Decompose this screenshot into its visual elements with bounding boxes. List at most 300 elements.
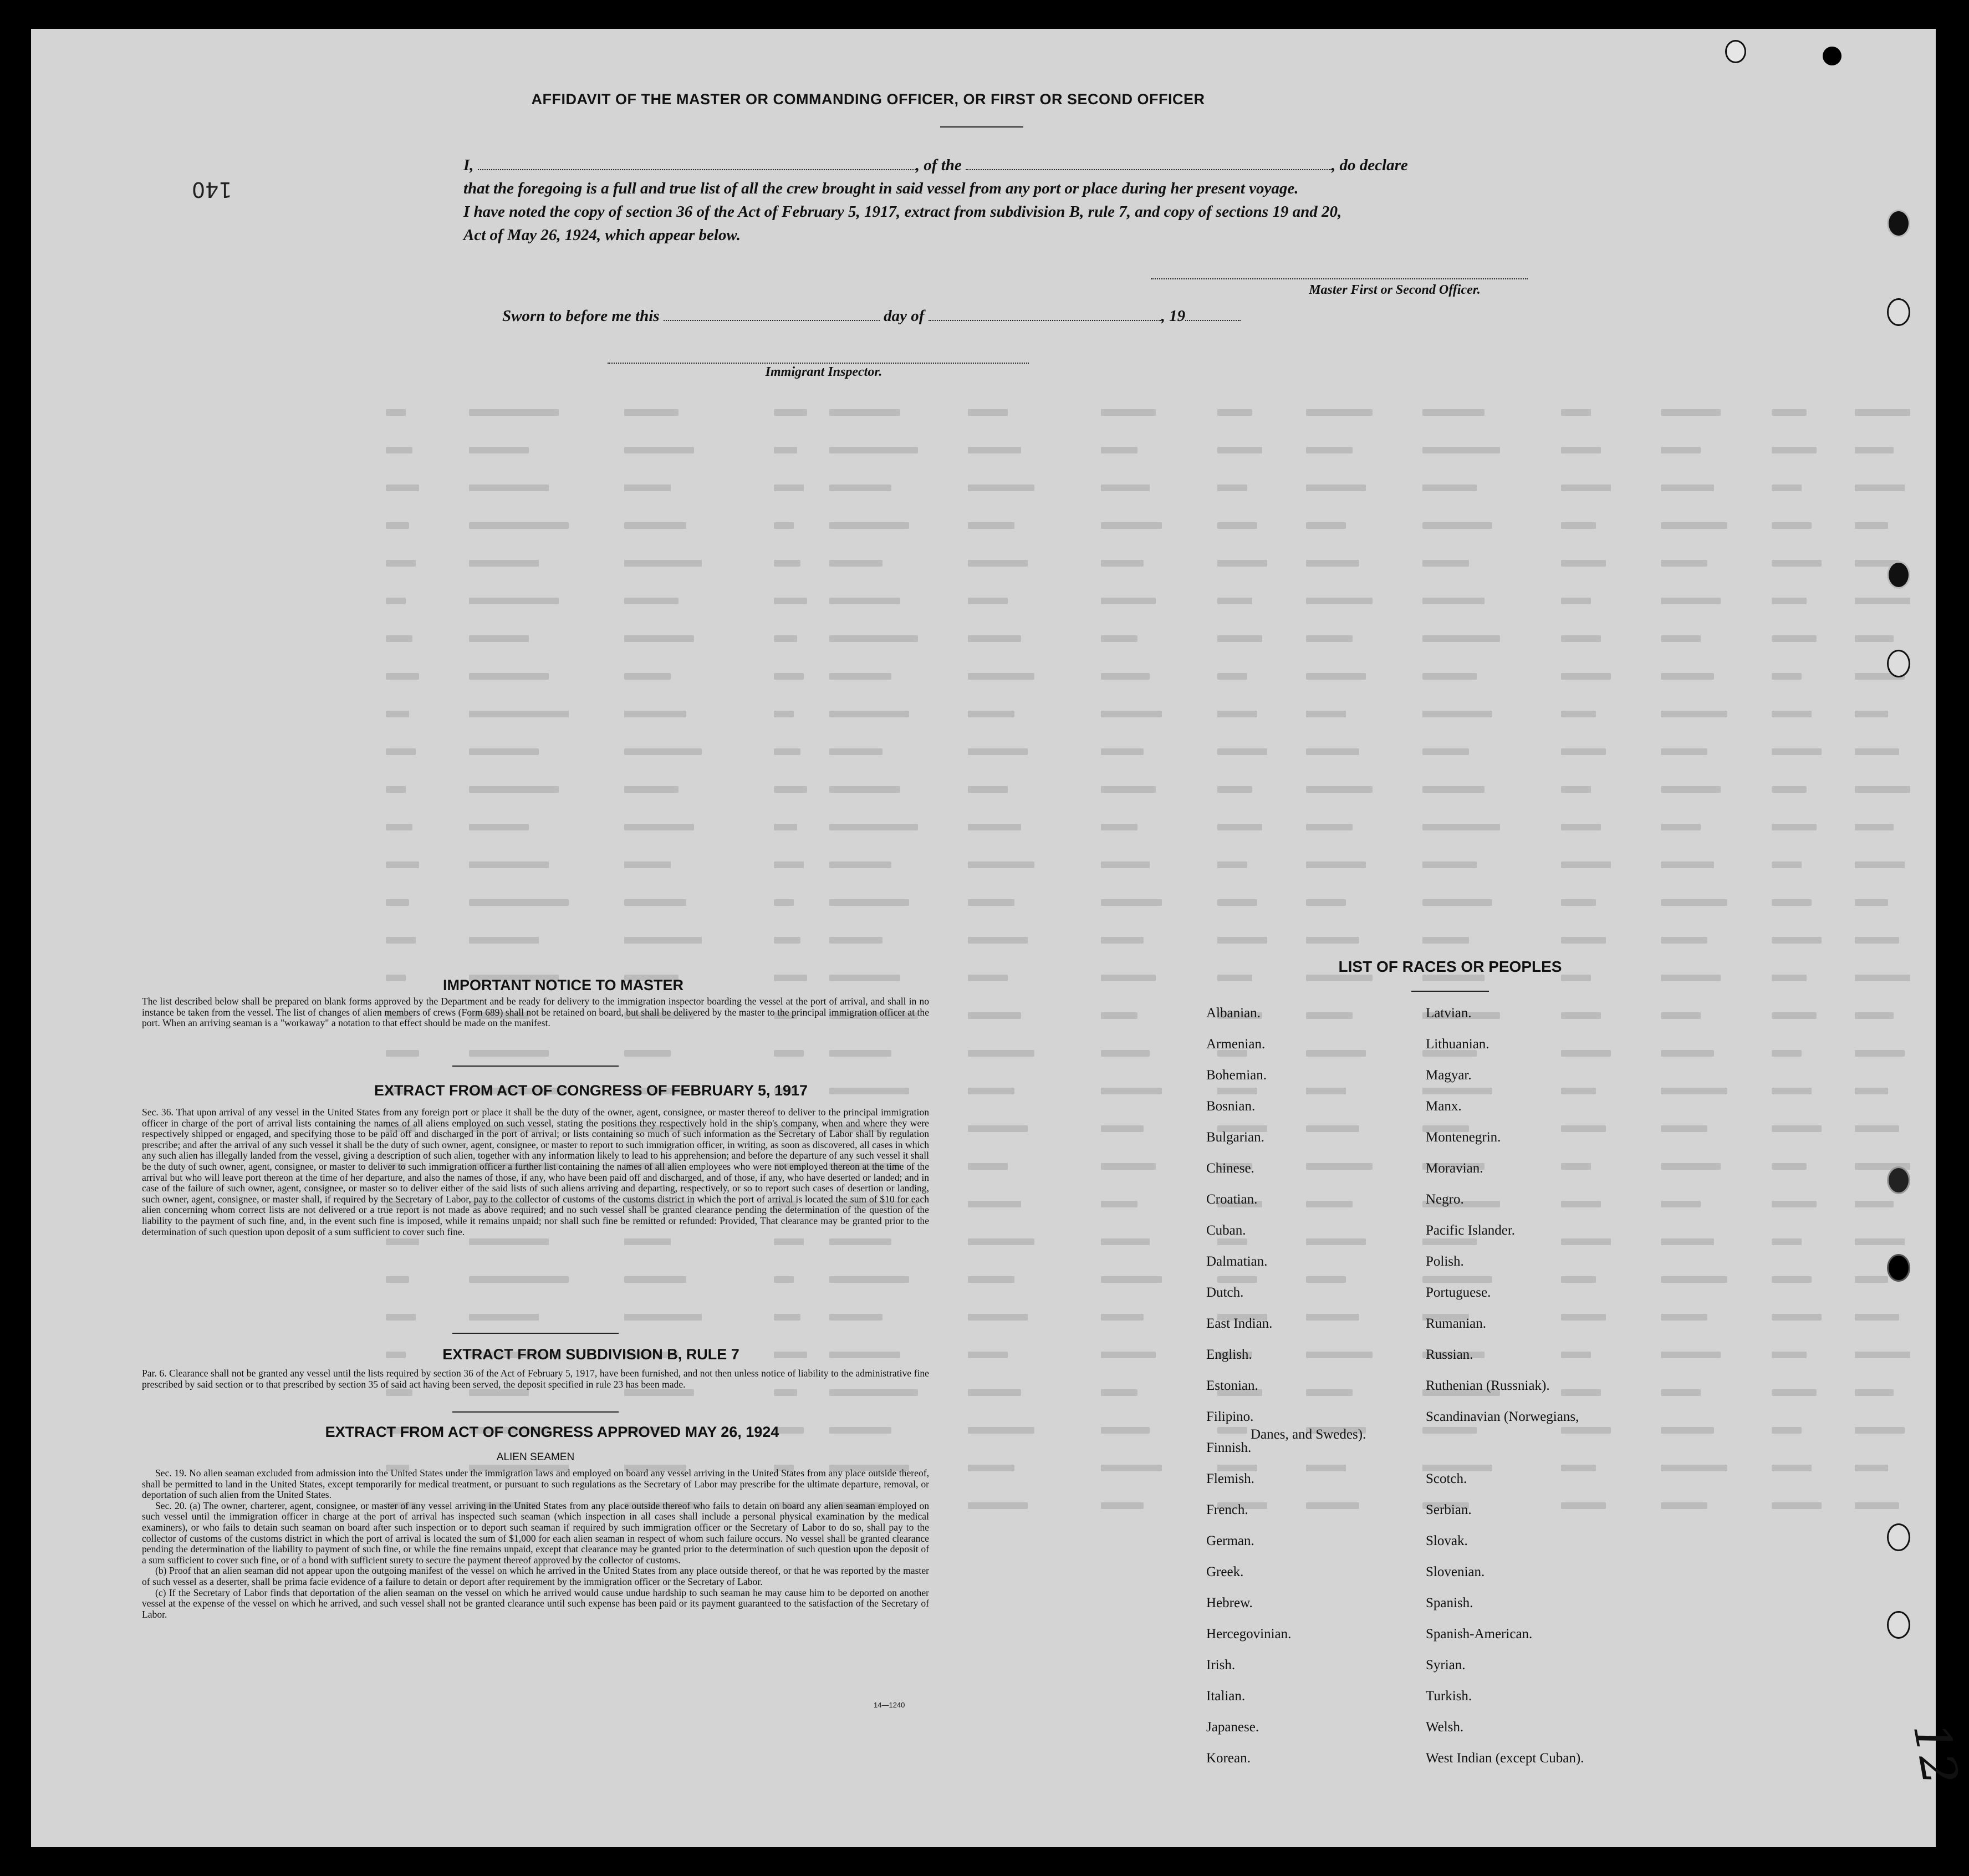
ghost-cell — [1306, 485, 1366, 491]
ghost-cell — [386, 1238, 419, 1245]
race-item: Croatian. — [1206, 1192, 1258, 1207]
ghost-cell — [1101, 1163, 1156, 1170]
ghost-cell — [968, 861, 1034, 868]
race-item: Spanish. — [1426, 1595, 1473, 1610]
ghost-cell — [968, 1012, 1021, 1019]
sworn-year-field[interactable] — [1185, 309, 1241, 321]
ghost-cell — [1661, 1465, 1727, 1471]
ghost-cell — [1561, 1465, 1596, 1471]
sworn-month-field[interactable] — [929, 309, 1161, 321]
ghost-cell — [1217, 598, 1252, 604]
ghost-cell — [1661, 899, 1727, 906]
ghost-cell — [469, 711, 569, 717]
extract-1924-title: EXTRACT FROM ACT OF CONGRESS APPROVED MAY 26, 1924 — [325, 1424, 779, 1440]
ghost-cell — [469, 1276, 569, 1283]
ghost-cell — [774, 447, 797, 453]
ghost-cell — [968, 975, 1008, 981]
ghost-cell — [1101, 1352, 1156, 1358]
ghost-cell — [1772, 635, 1817, 642]
ghost-row — [386, 594, 1916, 609]
ghost-cell — [624, 1314, 702, 1321]
ghost-cell — [1561, 1050, 1611, 1057]
ghost-cell — [1561, 1389, 1601, 1396]
ghost-cell — [1661, 937, 1707, 944]
ghost-row — [386, 934, 1916, 948]
ghost-cell — [1661, 1050, 1714, 1057]
ghost-cell — [1217, 748, 1267, 755]
ghost-cell — [1855, 447, 1894, 453]
ghost-cell — [774, 937, 800, 944]
ghost-cell — [386, 1050, 419, 1057]
race-item: Montenegrin. — [1426, 1130, 1501, 1145]
ghost-cell — [1306, 1465, 1346, 1471]
ghost-cell — [1772, 1088, 1812, 1094]
ghost-cell — [1101, 1125, 1144, 1132]
ghost-cell — [1422, 824, 1500, 830]
ghost-cell — [1306, 1125, 1359, 1132]
ghost-cell — [624, 1238, 671, 1245]
ghost-cell — [1422, 560, 1469, 567]
ghost-cell — [1422, 409, 1485, 416]
ghost-cell — [829, 598, 900, 604]
ghost-cell — [1561, 522, 1596, 529]
ghost-cell — [386, 824, 412, 830]
ghost-cell — [774, 1238, 804, 1245]
ghost-cell — [1661, 409, 1721, 416]
ghost-cell — [1772, 975, 1807, 981]
section-divider — [452, 1066, 619, 1067]
ghost-cell — [1101, 485, 1150, 491]
ghost-cell — [1306, 1389, 1353, 1396]
affidavit-i-label: I, — [463, 156, 474, 174]
punch-hole — [1887, 650, 1910, 677]
ghost-cell — [1101, 824, 1137, 830]
affidavit-line-4: Act of May 26, 1924, which appear below. — [463, 226, 741, 244]
ghost-cell — [774, 560, 800, 567]
races-list-title: LIST OF RACES OR PEOPLES — [1338, 958, 1562, 975]
ghost-cell — [1561, 711, 1596, 717]
ghost-cell — [1855, 1201, 1894, 1207]
ghost-cell — [624, 522, 686, 529]
ghost-cell — [968, 635, 1021, 642]
race-item: Finnish. — [1206, 1440, 1252, 1455]
ghost-cell — [968, 1314, 1028, 1321]
corner-handwritten-mark: 12 — [1902, 1718, 1969, 1790]
ghost-cell — [1217, 711, 1257, 717]
ghost-cell — [1561, 1276, 1596, 1283]
ghost-cell — [968, 485, 1034, 491]
ghost-cell — [469, 635, 529, 642]
ghost-cell — [469, 899, 569, 906]
ghost-cell — [1561, 1238, 1611, 1245]
ghost-cell — [968, 1163, 1008, 1170]
ghost-cell — [774, 598, 807, 604]
race-item: Russian. — [1426, 1347, 1473, 1362]
race-item: Latvian. — [1426, 1006, 1472, 1021]
ghost-cell — [1101, 1201, 1137, 1207]
section-divider — [452, 1333, 619, 1334]
extract-1917-title: EXTRACT FROM ACT OF CONGRESS OF FEBRUARY 5, 1917 — [374, 1082, 808, 1099]
ghost-cell — [1772, 522, 1812, 529]
ghost-cell — [1422, 522, 1492, 529]
ghost-cell — [968, 711, 1014, 717]
ghost-cell — [1561, 899, 1596, 906]
affidavit-line-3: I have noted the copy of section 36 of the Act of February 5, 1917, extract from subdivision B, rule 7, and copy of sections 19 and 20, — [463, 203, 1342, 221]
sec20c-paragraph: (c) If the Secretary of Labor finds that deportation of the alien seaman on the vessel on which he arrived would cause undue hardship to such seaman he may cause him to be deported on another vessel at the expense of the vessel on which he arrived, and such vessel shall not be granted clearance until such expense has been paid or its payment guaranteed to the satisfaction of the Secretary of Labor. — [142, 1587, 929, 1620]
ghost-cell — [829, 937, 883, 944]
ghost-cell — [1306, 447, 1353, 453]
ghost-cell — [968, 673, 1034, 680]
ghost-cell — [1661, 522, 1727, 529]
ghost-cell — [1561, 1012, 1601, 1019]
ghost-cell — [1772, 1352, 1807, 1358]
sec36-text: Sec. 36. That upon arrival of any vessel in the United States from any foreign port or place it shall be the duty of the owner, agent, consignee, or master thereof to deliver to the principal immigration officer in charge of the port of arrival lists containing the names of all aliens employed on such vessel, stating the positions they respectively hold in the ship's company, when and where they were respectively shipped or engaged, and specifying those to be paid off and discharged in the port of arrival; or lists containing so much of such information as the Secretary of Labor shall by regulation prescribe; and after the arrival of any such vessel it shall be the duty of such owner, agent, consignee, or master to report to such immigration officer, in writing, as soon as discovered, all cases in which any such alien has illegally landed from the vessel, giving a description of such alien, together with any information likely to lead to his apprehension; and before the departure of any such vessel it shall be the duty of such owner, agent, consignee, or master to deliver to such immigration officer a further list containing the names of all alien employees who were not employed thereon at the time of the arrival but who will leave port thereon at the time of her departure, and also the names of those, if any, who have been paid off and discharged, and of those, if any, who have deserted or landed; and in case of the failure of such owner, agent, consignee, or master so to deliver either of the said lists of such aliens arriving and departing, respectively, or so to report such cases of desertion or landing, such owner, agent, consignee, or master shall, if required by the Secretary of Labor, pay to the collector of customs of the customs district in which the port of arrival is located the sum of $10 for each alien concerning whom correct lists are not delivered or a true report is not made as above required; and no such vessel shall be granted clearance pending the determination of the question of the liability to the payment of such fine, and, in the event such fine is imposed, while it remains unpaid; nor shall such fine be remitted or refunded: Provided, That clearance may be granted prior to the determination of such question upon deposit of a sum sufficient to cover such fine. — [142, 1107, 929, 1237]
ghost-cell — [1661, 635, 1701, 642]
ghost-cell — [774, 409, 807, 416]
ghost-row — [386, 406, 1916, 420]
ghost-cell — [1661, 560, 1707, 567]
ghost-cell — [968, 560, 1028, 567]
race-item: Korean. — [1206, 1751, 1251, 1766]
ghost-cell — [1855, 711, 1888, 717]
ghost-cell — [1422, 899, 1492, 906]
affidavit-declare-label: , do declare — [1332, 156, 1408, 174]
ghost-cell — [469, 673, 549, 680]
race-item: Pacific Islander. — [1426, 1223, 1516, 1238]
officer-name-field[interactable] — [478, 158, 916, 170]
races-divider — [1411, 991, 1489, 992]
inspector-signature-label: Immigrant Inspector. — [765, 365, 883, 379]
notice-title: IMPORTANT NOTICE TO MASTER — [443, 977, 683, 993]
ghost-cell — [968, 1125, 1028, 1132]
ghost-cell — [829, 635, 918, 642]
sec19-paragraph: Sec. 19. No alien seaman excluded from admission into the United States under the immigration laws and employed on board any vessel arriving in the United States from any place outside thereof, shall be permitted to land in the United States, except temporarily for medical treatment, or pursuant to such regulations as the Secretary of Labor may prescribe for the ultimate departure, removal, or deportation of such alien from the United States. — [142, 1467, 929, 1501]
ghost-cell — [469, 1389, 529, 1396]
ghost-cell — [968, 1238, 1034, 1245]
punch-hole — [1887, 1611, 1910, 1639]
ghost-cell — [1306, 1012, 1353, 1019]
ghost-cell — [829, 447, 918, 453]
ghost-cell — [1855, 975, 1910, 981]
ghost-cell — [1772, 711, 1812, 717]
ghost-cell — [1422, 711, 1492, 717]
ghost-cell — [1101, 711, 1162, 717]
ghost-cell — [386, 786, 406, 793]
ghost-cell — [1422, 861, 1477, 868]
ghost-cell — [1217, 899, 1257, 906]
ghost-cell — [1661, 1352, 1721, 1358]
ghost-cell — [1101, 598, 1156, 604]
ghost-row — [386, 783, 1916, 797]
ghost-cell — [386, 522, 409, 529]
ghost-cell — [1306, 1238, 1366, 1245]
ghost-cell — [1306, 1352, 1373, 1358]
ghost-cell — [829, 861, 891, 868]
ghost-cell — [1561, 1352, 1591, 1358]
ghost-cell — [1561, 937, 1606, 944]
ghost-cell — [829, 485, 891, 491]
ghost-row — [386, 519, 1916, 533]
ghost-cell — [1217, 1427, 1247, 1434]
ghost-cell — [469, 485, 549, 491]
ghost-cell — [1772, 673, 1802, 680]
race-item: Serbian. — [1426, 1502, 1472, 1517]
ghost-cell — [1772, 786, 1807, 793]
ghost-cell — [386, 1276, 409, 1283]
race-item: English. — [1206, 1347, 1252, 1362]
sworn-day-of-label: day of — [884, 307, 925, 325]
ghost-cell — [1306, 1163, 1373, 1170]
ghost-cell — [1772, 937, 1822, 944]
ghost-cell — [1101, 1314, 1144, 1321]
ghost-cell — [774, 522, 794, 529]
ghost-cell — [386, 1389, 412, 1396]
punch-hole — [1887, 210, 1910, 237]
race-item: Dalmatian. — [1206, 1254, 1268, 1269]
ghost-cell — [829, 1314, 883, 1321]
ghost-cell — [624, 1389, 694, 1396]
ghost-cell — [469, 748, 539, 755]
ghost-cell — [1661, 1502, 1707, 1509]
ghost-cell — [624, 409, 679, 416]
ghost-row — [386, 443, 1916, 458]
race-item: Bosnian. — [1206, 1099, 1256, 1114]
ghost-cell — [829, 748, 883, 755]
ghost-cell — [1561, 1201, 1601, 1207]
race-item: Turkish. — [1426, 1689, 1472, 1704]
ghost-cell — [1561, 1125, 1606, 1132]
ghost-cell — [624, 711, 686, 717]
vessel-name-field[interactable] — [966, 158, 1332, 170]
ghost-cell — [829, 1238, 891, 1245]
ghost-cell — [1422, 748, 1469, 755]
ghost-cell — [829, 711, 909, 717]
ghost-cell — [1306, 786, 1373, 793]
ghost-cell — [774, 1276, 794, 1283]
ghost-cell — [1422, 673, 1477, 680]
ghost-cell — [1422, 937, 1469, 944]
ghost-cell — [469, 1050, 549, 1057]
ghost-cell — [1661, 1125, 1707, 1132]
ghost-cell — [1855, 786, 1910, 793]
ghost-cell — [386, 861, 419, 868]
ghost-cell — [1855, 522, 1888, 529]
ghost-cell — [1422, 598, 1485, 604]
ghost-cell — [1422, 1465, 1492, 1471]
ghost-cell — [774, 861, 804, 868]
master-signature-field[interactable] — [1151, 278, 1528, 279]
ghost-cell — [1101, 975, 1156, 981]
ghost-cell — [469, 560, 539, 567]
ghost-cell — [1306, 899, 1346, 906]
race-item: Irish. — [1206, 1658, 1236, 1673]
race-item: Bohemian. — [1206, 1068, 1267, 1083]
ghost-cell — [1561, 824, 1601, 830]
ghost-cell — [968, 409, 1008, 416]
ghost-cell — [1101, 1427, 1150, 1434]
ghost-cell — [1101, 1238, 1150, 1245]
ghost-cell — [1855, 1465, 1888, 1471]
affidavit-line-2: that the foregoing is a full and true list of all the crew brought in said vessel from any port or place during her present voyage. — [463, 180, 1299, 197]
ghost-cell — [1661, 711, 1727, 717]
ghost-cell — [1217, 522, 1257, 529]
ghost-cell — [1306, 1276, 1346, 1283]
ghost-cell — [1661, 1427, 1714, 1434]
sworn-day-field[interactable] — [664, 309, 880, 321]
ghost-cell — [1561, 598, 1591, 604]
ghost-cell — [1422, 447, 1500, 453]
ghost-cell — [1855, 748, 1899, 755]
ghost-cell — [1217, 673, 1247, 680]
ghost-cell — [1855, 1502, 1899, 1509]
ghost-cell — [386, 485, 419, 491]
ghost-cell — [1306, 861, 1366, 868]
race-item: Polish. — [1426, 1254, 1464, 1269]
ghost-cell — [624, 1050, 671, 1057]
ghost-cell — [774, 899, 794, 906]
ghost-cell — [1561, 1502, 1606, 1509]
ghost-cell — [624, 937, 702, 944]
race-item: Chinese. — [1206, 1161, 1254, 1176]
ghost-cell — [469, 447, 529, 453]
ghost-cell — [1772, 1201, 1817, 1207]
ghost-row — [386, 557, 1916, 571]
ghost-cell — [1661, 1163, 1721, 1170]
ghost-cell — [1217, 409, 1252, 416]
ghost-cell — [1561, 673, 1611, 680]
ghost-cell — [1561, 1163, 1591, 1170]
ghost-cell — [469, 598, 559, 604]
ghost-cell — [1101, 522, 1162, 529]
ghost-cell — [774, 711, 794, 717]
race-item: French. — [1206, 1502, 1248, 1517]
ghost-cell — [1101, 861, 1150, 868]
notice-text: The list described below shall be prepared on blank forms approved by the Department and be ready for delivery to the immigration inspector boarding the vessel at the port of arrival, and shall in no instance be taken from the vessel. The list of changes of alien members of crews (Form 689) shall not be retained on board, but shall be delivered by the master to the principal immigration officer at the port. When an arriving seaman is a "workaway" a notation to that effect should be made on the manifest. — [142, 996, 929, 1029]
ghost-cell — [1661, 786, 1721, 793]
ghost-cell — [1661, 1088, 1727, 1094]
ghost-cell — [1217, 1088, 1257, 1094]
ghost-cell — [386, 598, 406, 604]
ghost-cell — [1306, 409, 1373, 416]
alien-seamen-subtitle: ALIEN SEAMEN — [496, 1451, 575, 1463]
ghost-row — [386, 670, 1916, 684]
ghost-cell — [1772, 598, 1807, 604]
ghost-cell — [1661, 1314, 1707, 1321]
sworn-prefix: Sworn to before me this — [502, 307, 660, 325]
ghost-cell — [469, 937, 539, 944]
ghost-cell — [774, 1050, 804, 1057]
race-item: Negro. — [1426, 1192, 1464, 1207]
ghost-cell — [386, 560, 416, 567]
ghost-cell — [1101, 937, 1144, 944]
ghost-cell — [386, 899, 409, 906]
race-item: Magyar. — [1426, 1068, 1472, 1083]
punch-hole — [1887, 1166, 1910, 1194]
ghost-cell — [1217, 786, 1252, 793]
ghost-cell — [1561, 786, 1591, 793]
ghost-cell — [1101, 748, 1144, 755]
ghost-cell — [1101, 786, 1156, 793]
ghost-cell — [1306, 711, 1346, 717]
ghost-cell — [1561, 748, 1606, 755]
ghost-cell — [774, 635, 797, 642]
punch-hole — [1887, 1523, 1910, 1551]
ghost-cell — [1772, 1050, 1802, 1057]
ghost-cell — [624, 748, 702, 755]
ghost-cell — [1661, 1012, 1701, 1019]
ghost-cell — [1101, 1012, 1137, 1019]
ghost-cell — [1661, 1276, 1727, 1283]
ghost-cell — [624, 861, 671, 868]
ghost-cell — [1855, 937, 1899, 944]
ghost-cell — [774, 673, 804, 680]
ghost-cell — [1772, 1465, 1812, 1471]
ghost-row — [386, 820, 1916, 835]
ghost-cell — [1217, 485, 1247, 491]
ghost-cell — [1855, 1352, 1910, 1358]
ghost-cell — [829, 1050, 891, 1057]
ghost-cell — [968, 1389, 1021, 1396]
ghost-cell — [624, 673, 671, 680]
ghost-cell — [1772, 1163, 1807, 1170]
ghost-cell — [774, 485, 804, 491]
ghost-cell — [1772, 1276, 1812, 1283]
ghost-cell — [624, 1276, 686, 1283]
title-divider — [940, 126, 1023, 128]
ghost-cell — [1855, 1276, 1888, 1283]
race-item: Welsh. — [1426, 1720, 1464, 1735]
ghost-cell — [968, 598, 1008, 604]
ghost-cell — [1561, 1314, 1606, 1321]
ghost-cell — [1772, 1012, 1817, 1019]
ghost-cell — [1101, 899, 1162, 906]
affidavit-of-the-label: , of the — [915, 156, 962, 174]
race-item: Japanese. — [1206, 1720, 1259, 1735]
ghost-cell — [968, 1050, 1034, 1057]
ghost-cell — [1661, 1201, 1701, 1207]
ghost-cell — [1217, 861, 1247, 868]
ghost-cell — [1306, 598, 1373, 604]
race-item: Albanian. — [1206, 1006, 1261, 1021]
ghost-row — [386, 1273, 1916, 1287]
ghost-cell — [1101, 635, 1137, 642]
ghost-cell — [1561, 861, 1611, 868]
ghost-row — [386, 707, 1916, 722]
ghost-cell — [1217, 1465, 1257, 1471]
race-item: Estonian. — [1206, 1378, 1258, 1393]
ghost-cell — [1306, 522, 1346, 529]
ghost-cell — [469, 824, 529, 830]
punch-hole — [1725, 40, 1746, 63]
ghost-cell — [1772, 1502, 1822, 1509]
ghost-cell — [1661, 748, 1707, 755]
ghost-cell — [624, 447, 694, 453]
sworn-line — [502, 307, 1334, 325]
ghost-cell — [1306, 937, 1359, 944]
race-item: West Indian (except Cuban). — [1426, 1751, 1584, 1766]
race-item: Scandinavian (Norwegians, — [1426, 1409, 1579, 1424]
race-item: Flemish. — [1206, 1471, 1254, 1486]
ghost-cell — [1422, 786, 1485, 793]
ghost-cell — [624, 899, 686, 906]
ghost-row — [386, 632, 1916, 646]
punch-hole — [1887, 298, 1910, 326]
ghost-cell — [1217, 1238, 1247, 1245]
inspector-signature-field[interactable] — [608, 363, 1029, 364]
affidavit-title: AFFIDAVIT OF THE MASTER OR COMMANDING OFFICER, OR FIRST OR SECOND OFFICER — [531, 91, 1205, 108]
race-item: Slovenian. — [1426, 1564, 1485, 1579]
ghost-cell — [1217, 975, 1252, 981]
